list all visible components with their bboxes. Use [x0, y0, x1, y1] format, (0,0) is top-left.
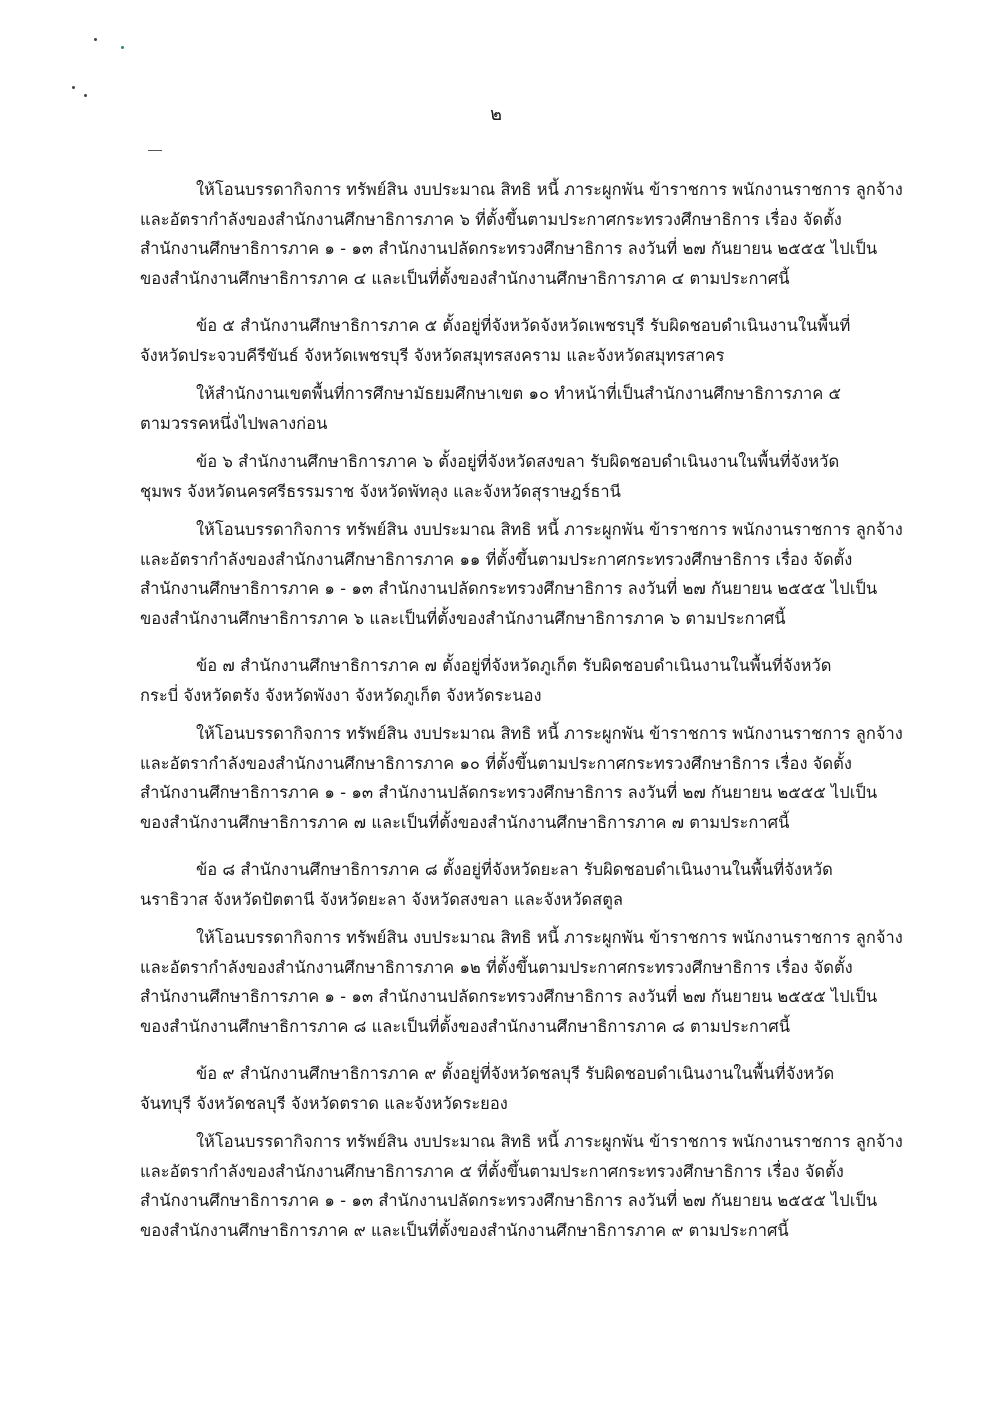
paragraph-first-line: ให้สำนักงานเขตพื้นที่การศึกษามัธยมศึกษาเขต ๑๐ ทำหน้าที่เป็นสำนักงานศึกษาธิการภาค ๕ — [196, 384, 842, 403]
paragraph-line: และอัตรากำลังของสำนักงานศึกษาธิการภาค ๑๒ ที่ตั้งขึ้นตามประกาศกระทรวงศึกษาธิการ เรื่อง จัดตั้ง — [140, 957, 853, 977]
paragraph-first-line: ให้โอนบรรดากิจการ ทรัพย์สิน งบประมาณ สิทธิ หนี้ ภาระผูกพัน ข้าราชการ พนักงานราชการ ลูกจ้าง — [196, 520, 903, 539]
scan-speck — [94, 38, 97, 41]
paragraph-line: สำนักงานศึกษาธิการภาค ๑ - ๑๓ สำนักงานปลัดกระทรวงศึกษาธิการ ลงวันที่ ๒๗ กันยายน ๒๕๕๕ ไปเป็น — [140, 783, 878, 802]
paragraph-line: จังหวัดประจวบคีรีขันธ์ จังหวัดเพชรบุรี จังหวัดสมุทรสงคราม และจังหวัดสมุทรสาคร — [140, 345, 725, 365]
paragraph-line: และอัตรากำลังของสำนักงานศึกษาธิการภาค ๑๐ ที่ตั้งขึ้นตามประกาศกระทรวงศึกษาธิการ เรื่อง จัดตั้ง — [140, 753, 852, 773]
scan-speck — [84, 94, 87, 97]
paragraph-line: สำนักงานศึกษาธิการภาค ๑ - ๑๓ สำนักงานปลัดกระทรวงศึกษาธิการ ลงวันที่ ๒๗ กันยายน ๒๕๕๕ ไปเป็น — [140, 987, 878, 1006]
paragraph-line: ของสำนักงานศึกษาธิการภาค ๘ และเป็นที่ตั้งของสำนักงานศึกษาธิการภาค ๘ ตามประกาศนี้ — [140, 1016, 791, 1036]
paragraph-first-line: ข้อ ๗ สำนักงานศึกษาธิการภาค ๗ ตั้งอยู่ที่จังหวัดภูเก็ต รับผิดชอบดำเนินงานในพื้นที่จังหวัด — [196, 656, 832, 675]
paragraph-line: ของสำนักงานศึกษาธิการภาค ๔ และเป็นที่ตั้งของสำนักงานศึกษาธิการภาค ๔ ตามประกาศนี้ — [140, 268, 790, 288]
paragraph-line: กระบี่ จังหวัดตรัง จังหวัดพังงา จังหวัดภูเก็ต จังหวัดระนอง — [140, 685, 542, 705]
paragraph-first-line: ให้โอนบรรดากิจการ ทรัพย์สิน งบประมาณ สิทธิ หนี้ ภาระผูกพัน ข้าราชการ พนักงานราชการ ลูกจ้าง — [196, 180, 903, 199]
page-number: ๒ — [490, 104, 502, 125]
paragraph-line: ตามวรรคหนึ่งไปพลางก่อน — [140, 413, 328, 433]
paragraph-line: และอัตรากำลังของสำนักงานศึกษาธิการภาค ๖ ที่ตั้งขึ้นตามประกาศกระทรวงศึกษาธิการ เรื่อง จัดตั้ง — [140, 209, 842, 229]
margin-dash — [148, 150, 162, 151]
paragraph-first-line: ข้อ ๙ สำนักงานศึกษาธิการภาค ๙ ตั้งอยู่ที่จังหวัดชลบุรี รับผิดชอบดำเนินงานในพื้นที่จังหวัด — [196, 1064, 835, 1083]
paragraph-line: ของสำนักงานศึกษาธิการภาค ๙ และเป็นที่ตั้งของสำนักงานศึกษาธิการภาค ๙ ตามประกาศนี้ — [140, 1220, 789, 1240]
paragraph-first-line: ข้อ ๖ สำนักงานศึกษาธิการภาค ๖ ตั้งอยู่ที่จังหวัดสงขลา รับผิดชอบดำเนินงานในพื้นที่จังหวัด — [196, 452, 840, 471]
paragraph-line: และอัตรากำลังของสำนักงานศึกษาธิการภาค ๕ ที่ตั้งขึ้นตามประกาศกระทรวงศึกษาธิการ เรื่อง จัดตั้ง — [140, 1161, 844, 1181]
paragraph-line: สำนักงานศึกษาธิการภาค ๑ - ๑๓ สำนักงานปลัดกระทรวงศึกษาธิการ ลงวันที่ ๒๗ กันยายน ๒๕๕๕ ไปเป็น — [140, 1191, 878, 1210]
paragraph-line: จันทบุรี จังหวัดชลบุรี จังหวัดตราด และจังหวัดระยอง — [140, 1093, 508, 1113]
scan-speck — [72, 86, 75, 89]
paragraph-first-line: ให้โอนบรรดากิจการ ทรัพย์สิน งบประมาณ สิทธิ หนี้ ภาระผูกพัน ข้าราชการ พนักงานราชการ ลูกจ้าง — [196, 928, 903, 947]
paragraph-first-line: ข้อ ๕ สำนักงานศึกษาธิการภาค ๕ ตั้งอยู่ที่จังหวัดจังหวัดเพชรบุรี รับผิดชอบดำเนินงานในพื้นที่ — [196, 316, 851, 335]
paragraph-line: และอัตรากำลังของสำนักงานศึกษาธิการภาค ๑๑ ที่ตั้งขึ้นตามประกาศกระทรวงศึกษาธิการ เรื่อง จัดตั้ง — [140, 549, 853, 569]
paragraph-line: ของสำนักงานศึกษาธิการภาค ๗ และเป็นที่ตั้งของสำนักงานศึกษาธิการภาค ๗ ตามประกาศนี้ — [140, 812, 790, 832]
paragraph-first-line: ให้โอนบรรดากิจการ ทรัพย์สิน งบประมาณ สิทธิ หนี้ ภาระผูกพัน ข้าราชการ พนักงานราชการ ลูกจ้าง — [196, 1132, 903, 1151]
paragraph-first-line: ข้อ ๘ สำนักงานศึกษาธิการภาค ๘ ตั้งอยู่ที่จังหวัดยะลา รับผิดชอบดำเนินงานในพื้นที่จังหวัด — [196, 860, 833, 879]
scan-speck — [121, 46, 124, 49]
paragraph-first-line: ให้โอนบรรดากิจการ ทรัพย์สิน งบประมาณ สิทธิ หนี้ ภาระผูกพัน ข้าราชการ พนักงานราชการ ลูกจ้าง — [196, 724, 903, 743]
paragraph-line: สำนักงานศึกษาธิการภาค ๑ - ๑๓ สำนักงานปลัดกระทรวงศึกษาธิการ ลงวันที่ ๒๗ กันยายน ๒๕๕๕ ไปเป็น — [140, 579, 878, 598]
paragraph-line: สำนักงานศึกษาธิการภาค ๑ - ๑๓ สำนักงานปลัดกระทรวงศึกษาธิการ ลงวันที่ ๒๗ กันยายน ๒๕๕๕ ไปเป็น — [140, 239, 878, 258]
paragraph-line: ของสำนักงานศึกษาธิการภาค ๖ และเป็นที่ตั้งของสำนักงานศึกษาธิการภาค ๖ ตามประกาศนี้ — [140, 608, 786, 628]
paragraph-line: ชุมพร จังหวัดนครศรีธรรมราช จังหวัดพัทลุง และจังหวัดสุราษฎร์ธานี — [140, 481, 621, 501]
paragraph-line: นราธิวาส จังหวัดปัตตานี จังหวัดยะลา จังหวัดสงขลา และจังหวัดสตูล — [140, 889, 624, 909]
